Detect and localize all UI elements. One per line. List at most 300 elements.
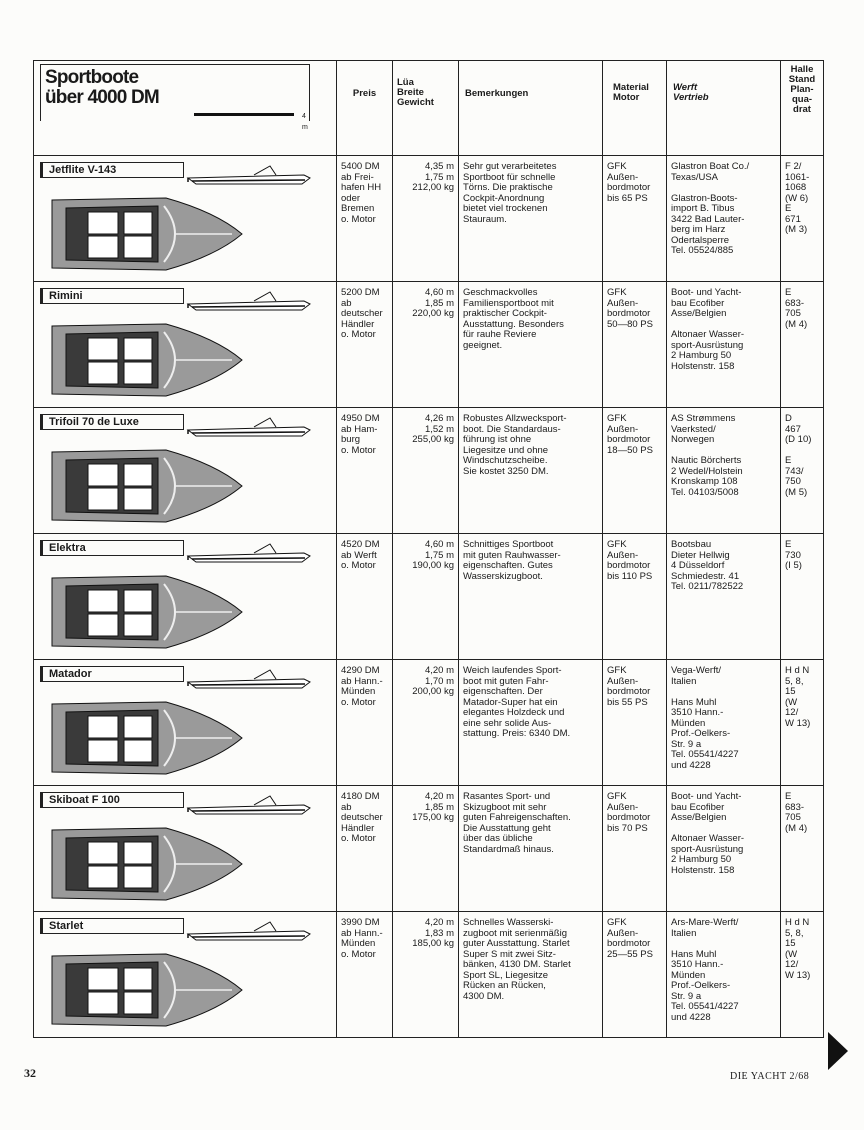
text-line: import B. Tibus (671, 203, 735, 214)
text-line: für rauhe Reviere (463, 329, 537, 340)
text-line: Münden (671, 717, 706, 729)
text-line: 1,70 m (424, 675, 454, 687)
text-line: (D 10) (785, 434, 812, 445)
magazine-issue: DIE YACHT 2/68 (730, 1071, 810, 1082)
boat-top-view-icon (46, 444, 246, 528)
text-line: 2 Wedel/Holstein (671, 465, 743, 477)
text-line: Glastron Boat Co./ (671, 161, 750, 172)
hall-stand-cell (781, 156, 824, 282)
text-line: H d N (785, 917, 810, 928)
boat-side-view-icon (184, 918, 314, 946)
text-line: o. Motor (341, 560, 376, 571)
text-line: (M 4) (785, 318, 808, 330)
text-line: Händler (341, 822, 375, 834)
text-line: 50—80 PS (607, 318, 653, 330)
title-cell (34, 61, 337, 156)
text-line: Texas/USA (671, 171, 718, 183)
title-line-1: Sportboote (45, 67, 139, 88)
col-header-bemerkungen (459, 61, 603, 156)
text-line: 3422 Bad Lauter- (671, 213, 745, 225)
text-line: eigenschaften. Gutes (463, 560, 553, 571)
text-line: o. Motor (341, 948, 376, 960)
shipyard-cell (667, 282, 781, 408)
text-line: Vaerksted/ (671, 423, 716, 435)
dimensions-cell-text (397, 540, 454, 572)
text-line: 4 Düsseldorf (671, 560, 725, 571)
text-line: bau Ecofiber (671, 801, 725, 813)
text-line: Kronskamp 108 (671, 476, 738, 487)
text-line: Außen- (607, 801, 639, 813)
text-line: bordmotor (607, 560, 651, 571)
remarks-cell-text (463, 666, 598, 740)
text-line: 220,00 kg (412, 308, 454, 319)
boat-name: Jetflite V-143 (40, 162, 184, 178)
shipyard-cell (667, 156, 781, 282)
price-cell-text (341, 918, 388, 960)
text-line: Lüa (397, 77, 414, 88)
title-line-2: über 4000 DM (45, 87, 159, 108)
text-line: bordmotor (607, 938, 651, 949)
text-line: Tel. 04103/5008 (671, 486, 739, 498)
text-line: 4520 DM (341, 539, 380, 550)
hall-stand-cell-text (785, 918, 819, 981)
scale-label: 4 m (302, 113, 308, 131)
material-cell (603, 786, 667, 912)
material-cell-text (607, 666, 662, 708)
boat-row (34, 912, 824, 1038)
col-header-masse (393, 61, 459, 156)
text-line: zugboot mit serienmäßig (463, 927, 568, 939)
hall-stand-cell (781, 534, 824, 660)
header-row (34, 61, 824, 156)
text-line: bordmotor (607, 812, 651, 823)
text-line: Die Ausstattung geht (463, 822, 551, 834)
hall-stand-cell-text (785, 288, 819, 330)
price-cell-text (341, 162, 388, 225)
hall-stand-cell-text (785, 414, 819, 498)
boat-row (34, 534, 824, 660)
text-line: sport-Ausrüstung (671, 339, 744, 351)
text-line: bis 70 PS (607, 822, 648, 834)
boat-comparison-table (33, 60, 823, 1064)
boat-side-view-icon (184, 414, 314, 442)
col-preis-label: Preis (352, 88, 377, 99)
dimensions-cell-text (397, 162, 454, 194)
col-header-material (603, 61, 667, 156)
text-line: F 2/ (785, 161, 802, 172)
text-line: H d N (785, 665, 810, 676)
remarks-cell (459, 156, 603, 282)
text-line: Halle (790, 64, 814, 75)
text-line: Altonaer Wasser- (671, 329, 745, 340)
text-line: bänken, 4130 DM. Starlet (463, 959, 571, 970)
text-line: ab Hann.- (341, 675, 383, 687)
text-line: (W 6) (785, 192, 809, 204)
boat-name: Rimini (40, 288, 184, 304)
material-cell-text (607, 414, 662, 456)
text-line: über das übliche (463, 833, 533, 844)
comparison-grid (33, 60, 824, 1038)
text-line: Norwegen (671, 434, 715, 445)
boat-drawing-cell (34, 408, 337, 534)
text-line: bau Ecofiber (671, 297, 725, 309)
remarks-cell-text (463, 540, 598, 582)
price-cell (337, 156, 393, 282)
text-line: Skizugboot mit sehr (463, 801, 547, 813)
text-line: 4,60 m (424, 287, 454, 298)
text-line: 175,00 kg (412, 812, 454, 823)
text-line: Wasserskizugboot. (463, 570, 543, 582)
text-line: E (785, 791, 792, 802)
material-cell-text (607, 792, 662, 834)
text-line: 743/ (785, 465, 804, 477)
text-line: Asse/Belgien (671, 308, 727, 319)
price-cell (337, 408, 393, 534)
text-line: geeignet. (463, 339, 503, 351)
text-line: Tel. 05541/4227 (671, 749, 739, 760)
text-line: GFK (607, 791, 627, 802)
text-line: und 4228 (671, 1011, 711, 1023)
text-line: 705 (785, 308, 801, 319)
text-line: 4,35 m (424, 161, 454, 172)
text-line: 12/ (785, 959, 799, 970)
text-line: 4,20 m (424, 665, 454, 676)
material-cell (603, 156, 667, 282)
text-line: Liegesitze und ohne (463, 444, 549, 456)
remarks-cell-text (463, 792, 598, 855)
text-line: 671 (785, 213, 801, 225)
remarks-cell-text (463, 918, 598, 1002)
text-line: Tel. 0211/782522 (671, 581, 744, 592)
text-line: (M 3) (785, 224, 808, 235)
dimensions-cell-text (397, 918, 454, 950)
text-line: 25—55 PS (607, 948, 653, 960)
text-line: GFK (607, 161, 627, 172)
text-line: bordmotor (607, 308, 651, 319)
text-line: Glastron-Boots- (671, 192, 738, 204)
page-number: 32 (24, 1066, 36, 1080)
hall-stand-cell (781, 408, 824, 534)
hall-stand-cell-text (785, 666, 819, 729)
text-line: 467 (785, 423, 801, 435)
boat-name: Skiboat F 100 (40, 792, 184, 808)
text-line: E (785, 539, 792, 550)
text-line: Tel. 05541/4227 (671, 1001, 739, 1012)
text-line: bis 110 PS (607, 570, 653, 582)
text-line: 3510 Hann.- (671, 707, 724, 718)
material-cell-text (607, 288, 662, 330)
next-page-arrow-icon (828, 1032, 848, 1070)
text-line: 3510 Hann.- (671, 959, 724, 970)
text-line: 683- (785, 297, 805, 309)
text-line: Material (613, 82, 649, 93)
text-line: Super S mit zwei Sitz- (463, 948, 556, 960)
price-cell (337, 660, 393, 786)
dimensions-cell-text (397, 666, 454, 698)
text-line: 705 (785, 812, 801, 823)
text-line: Windschutzscheibe. (463, 455, 548, 466)
text-line: boot mit guten Fahr- (463, 675, 549, 687)
text-line: 4950 DM (341, 413, 380, 424)
text-line: deutscher (341, 812, 383, 823)
text-line: Werft (673, 82, 698, 93)
text-line: E (785, 287, 792, 298)
remarks-cell (459, 534, 603, 660)
text-line: 1,75 m (424, 549, 454, 561)
text-line: 1068 (785, 182, 807, 193)
text-line: Familiensportboot mit (463, 297, 554, 309)
text-line: Stauraum. (463, 213, 507, 225)
hall-stand-cell (781, 912, 824, 1038)
text-line: ab Frei- (341, 171, 374, 183)
text-line: Törns. Die praktische (463, 182, 553, 193)
text-line: Stand (788, 74, 816, 85)
text-line: GFK (607, 287, 627, 298)
shipyard-cell (667, 660, 781, 786)
text-line: Tel. 05524/885 (671, 245, 734, 256)
remarks-cell (459, 786, 603, 912)
text-line: 5200 DM (341, 287, 380, 298)
text-line: 12/ (785, 707, 799, 718)
page-title (41, 65, 309, 108)
text-line: Außen- (607, 927, 639, 939)
scale-bar-line (194, 113, 294, 116)
text-line: Sportboot für schnelle (463, 171, 556, 183)
shipyard-cell (667, 786, 781, 912)
text-line: GFK (607, 413, 627, 424)
text-line: oder (341, 192, 361, 204)
text-line: 4300 DM. (463, 990, 505, 1002)
material-cell (603, 660, 667, 786)
remarks-cell (459, 408, 603, 534)
text-line: o. Motor (341, 444, 376, 456)
text-line: 1,75 m (424, 171, 454, 183)
text-line: Odertalsperre (671, 234, 730, 246)
price-cell-text (341, 414, 388, 456)
text-line: 4,26 m (424, 413, 454, 424)
text-line: Außen- (607, 423, 639, 435)
text-line: 212,00 kg (412, 182, 454, 193)
text-line: guten Fahreigenschaften. (463, 812, 571, 823)
text-line: eine sehr solide Aus- (463, 717, 552, 729)
text-line: hafen HH (341, 182, 382, 193)
text-line: 4290 DM (341, 665, 380, 676)
text-line: Asse/Belgien (671, 812, 727, 823)
text-line: Schmiedestr. 41 (671, 570, 740, 582)
dimensions-cell (393, 408, 459, 534)
hall-stand-cell-text (785, 792, 819, 834)
shipyard-cell-text (671, 792, 776, 876)
text-line: Motor (613, 92, 640, 103)
remarks-cell-text (463, 162, 598, 225)
remarks-cell (459, 660, 603, 786)
text-line: 4,60 m (424, 539, 454, 550)
text-line: drat (793, 104, 811, 115)
material-cell-text (607, 540, 662, 582)
text-line: berg im Harz (671, 224, 726, 235)
text-line: Hans Muhl (671, 948, 717, 960)
boat-row (34, 408, 824, 534)
dimensions-cell-text (397, 792, 454, 824)
text-line: (I 5) (785, 560, 802, 571)
text-line: Außen- (607, 297, 639, 309)
boat-name: Matador (40, 666, 184, 682)
col-material-label (613, 83, 666, 103)
boat-drawing-cell (34, 156, 337, 282)
text-line: (M 5) (785, 486, 808, 498)
price-cell (337, 912, 393, 1038)
shipyard-cell-text (671, 666, 776, 771)
text-line: 200,00 kg (412, 686, 454, 697)
hall-stand-cell (781, 660, 824, 786)
text-line: E (785, 455, 792, 466)
boat-side-view-icon (184, 162, 314, 190)
text-line: W 13) (785, 969, 811, 981)
text-line: Bootsbau (671, 539, 712, 550)
boat-top-view-icon (46, 948, 246, 1032)
text-line: 4,20 m (424, 917, 454, 928)
dimensions-cell-text (397, 414, 454, 446)
text-line: GFK (607, 917, 627, 928)
text-line: D (785, 413, 792, 424)
dimensions-cell (393, 282, 459, 408)
boat-top-view-icon (46, 696, 246, 780)
remarks-cell-text (463, 414, 598, 477)
text-line: Vega-Werft/ (671, 665, 721, 676)
boat-name: Trifoil 70 de Luxe (40, 414, 184, 430)
boat-drawing-cell (34, 282, 337, 408)
text-line: 2 Hamburg 50 (671, 854, 732, 865)
boat-top-view-icon (46, 570, 246, 654)
text-line: E (785, 203, 792, 214)
text-line: Gewicht (397, 97, 434, 108)
text-line: 1,85 m (424, 297, 454, 309)
col-masse-label (397, 78, 458, 108)
text-line: 1061- (785, 171, 810, 183)
text-line: Prof.-Oelkers- (671, 728, 731, 739)
text-line: (M 4) (785, 822, 808, 834)
text-line: ab Werft (341, 549, 377, 561)
dimensions-cell-text (397, 288, 454, 320)
text-line: o. Motor (341, 213, 376, 225)
price-cell (337, 786, 393, 912)
price-cell (337, 534, 393, 660)
text-line: Nautic Börcherts (671, 455, 742, 466)
text-line: Münden (671, 969, 706, 981)
text-line: 750 (785, 476, 801, 487)
text-line: Ausstattung. Besonders (463, 318, 564, 330)
text-line: führung ist ohne (463, 434, 532, 445)
shipyard-cell-text (671, 918, 776, 1023)
text-line: Holstenstr. 158 (671, 864, 735, 876)
text-line: Schnittiges Sportboot (463, 539, 554, 550)
dimensions-cell (393, 786, 459, 912)
boat-side-view-icon (184, 792, 314, 820)
text-line: bis 55 PS (607, 696, 648, 708)
boat-top-view-icon (46, 822, 246, 906)
shipyard-cell (667, 912, 781, 1038)
dimensions-cell (393, 660, 459, 786)
text-line: Prof.-Oelkers- (671, 980, 731, 991)
text-line: Vertrieb (673, 92, 709, 103)
text-line: und 4228 (671, 759, 711, 771)
text-line: 1,85 m (424, 801, 454, 813)
text-line: Sie kostet 3250 DM. (463, 465, 549, 477)
text-line: praktischer Cockpit- (463, 308, 547, 319)
col-header-werft (667, 61, 781, 156)
text-line: 1,83 m (424, 927, 454, 939)
text-line: 5400 DM (341, 161, 380, 172)
material-cell-text (607, 918, 662, 960)
price-cell-text (341, 666, 388, 708)
scale-bar (194, 113, 312, 131)
text-line: Geschmackvolles (463, 287, 538, 298)
text-line: Holstenstr. 158 (671, 360, 735, 372)
text-line: Weich laufendes Sport- (463, 665, 562, 676)
price-cell-text (341, 792, 388, 845)
text-line: Boot- und Yacht- (671, 287, 742, 298)
text-line: bis 65 PS (607, 192, 648, 204)
text-line: Außen- (607, 675, 639, 687)
col-werft-label (673, 83, 780, 103)
text-line: 4180 DM (341, 791, 380, 802)
text-line: deutscher (341, 308, 383, 319)
text-line: Sehr gut verarbeitetes (463, 161, 557, 172)
boat-drawing-cell (34, 534, 337, 660)
price-cell (337, 282, 393, 408)
hall-stand-cell (781, 786, 824, 912)
shipyard-cell-text (671, 162, 776, 257)
text-line (671, 183, 776, 194)
text-line: ab (341, 297, 352, 309)
text-line: Robustes Allzwecksport- (463, 413, 567, 424)
text-line: ab Ham- (341, 423, 378, 435)
text-line: Boot- und Yacht- (671, 791, 742, 802)
text-line: o. Motor (341, 696, 376, 708)
text-line: Schnelles Wasserski- (463, 917, 554, 928)
text-line: Breite (397, 87, 424, 98)
col-bemerkungen-label: Bemerkungen (465, 88, 529, 99)
text-line: Bremen (341, 203, 375, 214)
text-line: 185,00 kg (412, 938, 454, 949)
text-line: 3990 DM (341, 917, 380, 928)
text-line: (W (785, 948, 798, 960)
text-line: elegantes Holzdeck und (463, 707, 565, 718)
shipyard-cell (667, 534, 781, 660)
shipyard-cell-text (671, 414, 776, 498)
text-line: 190,00 kg (412, 560, 454, 571)
boat-drawing-cell (34, 660, 337, 786)
boat-drawing-cell (34, 786, 337, 912)
text-line: W 13) (785, 717, 811, 729)
text-line: 683- (785, 801, 805, 813)
text-line: ab (341, 801, 352, 813)
text-line: o. Motor (341, 329, 376, 340)
text-line: Außen- (607, 171, 639, 183)
text-line: GFK (607, 539, 627, 550)
text-line: Hans Muhl (671, 696, 717, 708)
text-line (671, 939, 776, 950)
text-line: 2 Hamburg 50 (671, 350, 732, 361)
shipyard-cell-text (671, 540, 776, 593)
text-line: 15 (785, 938, 796, 949)
text-line: GFK (607, 665, 627, 676)
boat-drawing-cell (34, 912, 337, 1038)
text-line: 5, 8, (785, 927, 804, 939)
boat-name: Elektra (40, 540, 184, 556)
text-line: 18—50 PS (607, 444, 653, 456)
text-line: bietet viel trockenen (463, 203, 548, 214)
